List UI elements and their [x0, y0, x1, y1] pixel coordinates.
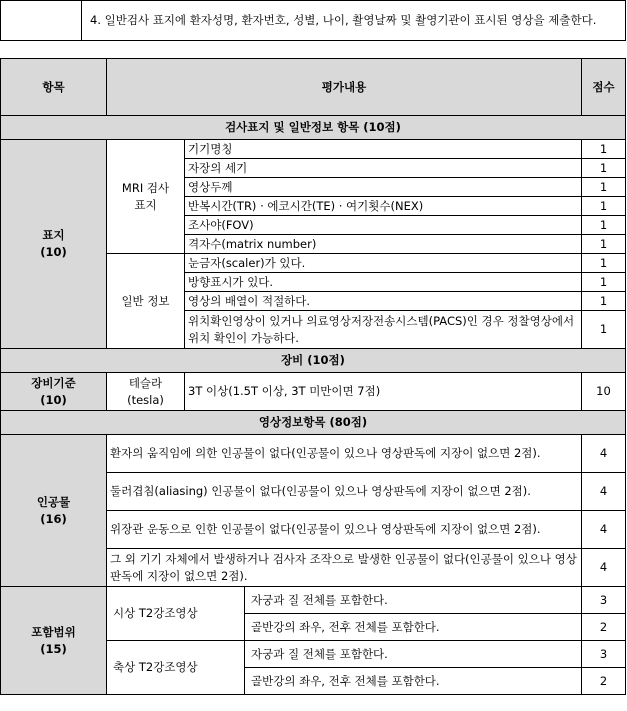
table-row	[1, 373, 626, 411]
row-text: 자궁과 질 전체를 포함한다.	[245, 587, 582, 614]
row-score: 4	[582, 511, 626, 549]
row-text: 3T 이상(1.5T 이상, 3T 미만이면 7점)	[185, 373, 582, 411]
row-text: 둘러겹침(aliasing) 인공물이 없다(인공물이 있으나 영상판독에 지장이 없으면 2점).	[107, 473, 582, 511]
section-title: 검사표지 및 일반정보 항목 (10점)	[1, 116, 626, 140]
row-text: 자궁과 질 전체를 포함한다.	[245, 641, 582, 668]
row-text: 골반강의 좌우, 전후 전체를 포함한다.	[245, 668, 582, 695]
row-score: 1	[582, 292, 626, 311]
row-score: 1	[582, 197, 626, 216]
row-text: 조사야(FOV)	[185, 216, 582, 235]
row-score: 2	[582, 668, 626, 695]
row-score: 1	[582, 273, 626, 292]
row-score: 1	[582, 254, 626, 273]
row-score: 3	[582, 641, 626, 668]
row-text: 환자의 움직임에 의한 인공물이 없다(인공물이 있으나 영상판독에 지장이 없으면 2점).	[107, 435, 582, 473]
header-score: 점수	[582, 59, 626, 116]
row-score: 1	[582, 235, 626, 254]
row-text: 골반강의 좌우, 전후 전체를 포함한다.	[245, 614, 582, 641]
row-text: 위장관 운동으로 인한 인공물이 없다(인공물이 있으나 영상판독에 지장이 없으면 2점).	[107, 511, 582, 549]
row-score: 1	[582, 311, 626, 349]
row-text: 격자수(matrix number)	[185, 235, 582, 254]
row-text: 자장의 세기	[185, 159, 582, 178]
row-text: 위치확인영상이 있거나 의료영상저장전송시스템(PACS)인 경우 정찰영상에서 위치 확인이 가능하다.	[185, 311, 582, 349]
evaluation-table	[0, 58, 626, 695]
header-item: 항목	[1, 59, 107, 116]
row-score: 1	[582, 216, 626, 235]
row-text: 영상두께	[185, 178, 582, 197]
row-score: 1	[582, 178, 626, 197]
category-label: 장비기준 (10)	[1, 373, 107, 411]
row-score: 1	[582, 159, 626, 178]
subcategory-label: 테슬라 (tesla)	[107, 373, 185, 411]
row-score: 4	[582, 473, 626, 511]
row-score: 3	[582, 587, 626, 614]
subcategory-label: 일반 정보	[107, 254, 185, 349]
row-score: 4	[582, 549, 626, 587]
subcategory-label: 축상 T2강조영상	[107, 641, 245, 695]
row-text: 그 외 기기 자체에서 발생하거나 검사자 조작으로 발생한 인공물이 없다(인공물이 있으나 영상판독에 지장이 없으면 2점).	[107, 549, 582, 587]
row-text: 방향표시가 있다.	[185, 273, 582, 292]
section-title: 장비 (10점)	[1, 349, 626, 373]
header-row	[1, 59, 626, 116]
row-score: 1	[582, 140, 626, 159]
row-text: 기기명칭	[185, 140, 582, 159]
category-label: 인공물 (16)	[1, 435, 107, 587]
subcategory-label: 시상 T2강조영상	[107, 587, 245, 641]
header-content: 평가내용	[107, 59, 582, 116]
row-text: 눈금자(scaler)가 있다.	[185, 254, 582, 273]
subcategory-label: MRI 검사 표지	[107, 140, 185, 254]
row-text: 반복시간(TR) · 에코시간(TE) · 여기횟수(NEX)	[185, 197, 582, 216]
row-score: 2	[582, 614, 626, 641]
table-row	[1, 140, 626, 159]
table-row	[1, 587, 626, 614]
category-label: 포함범위 (15)	[1, 587, 107, 695]
top-note-table	[0, 0, 626, 41]
row-score: 4	[582, 435, 626, 473]
top-note-text: 4. 일반검사 표지에 환자성명, 환자번호, 성별, 나이, 촬영날짜 및 촬영기관이 표시된 영상을 제출한다.	[82, 1, 626, 41]
row-score: 10	[582, 373, 626, 411]
row-text: 영상의 배열이 적절하다.	[185, 292, 582, 311]
table-row	[1, 435, 626, 473]
top-note-blank	[1, 1, 82, 41]
section-title: 영상정보항목 (80점)	[1, 411, 626, 435]
category-label: 표지 (10)	[1, 140, 107, 349]
